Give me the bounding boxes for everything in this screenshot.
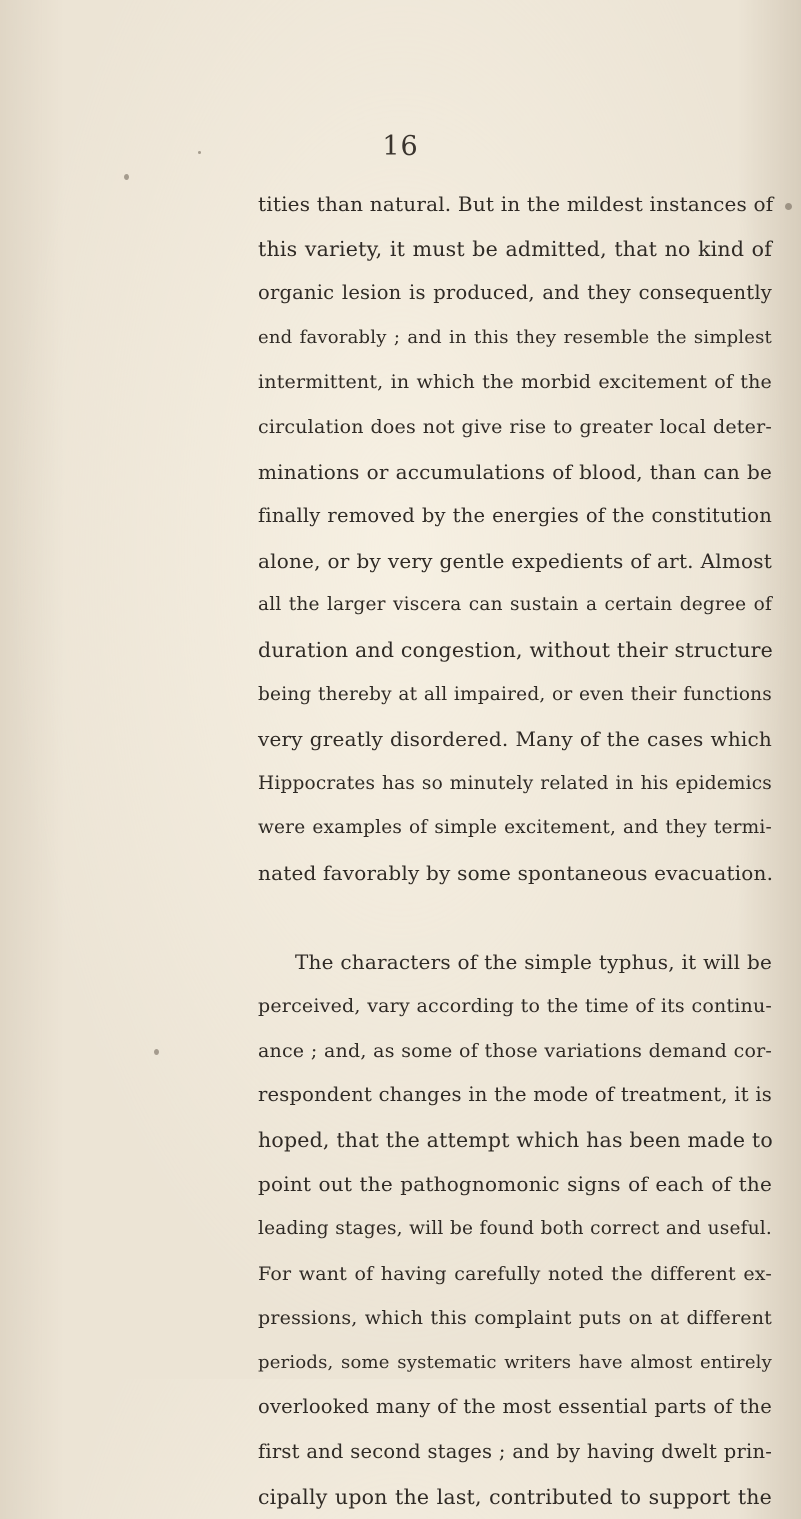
text-line: nated favorably by some spontaneous evacuation. bbox=[258, 851, 772, 896]
text-line: overlooked many of the most essential parts of the bbox=[258, 1385, 772, 1430]
text-line: perceived, vary according to the time of its continu- bbox=[258, 984, 772, 1029]
text-line: tities than natural. But in the mildest instances of bbox=[258, 182, 772, 227]
text-line: hoped, that the attempt which has been made to bbox=[258, 1118, 772, 1163]
text-line: Hippocrates has so minutely related in his epidemics bbox=[258, 762, 772, 807]
paper-speck bbox=[198, 151, 201, 154]
text-line: duration and congestion, without their structure bbox=[258, 628, 772, 673]
text-line: very greatly disordered. Many of the cases which bbox=[258, 717, 772, 762]
text-line: leading stages, will be found both correct and useful. bbox=[258, 1207, 772, 1252]
text-line: periods, some systematic writers have almost entirely bbox=[258, 1341, 772, 1386]
text-line: minations or accumulations of blood, than can be bbox=[258, 450, 772, 495]
text-line: ance ; and, as some of those variations demand cor- bbox=[258, 1029, 772, 1074]
text-line: organic lesion is produced, and they consequently bbox=[258, 271, 772, 316]
text-line: pressions, which this complaint puts on at different bbox=[258, 1296, 772, 1341]
text-line: being thereby at all impaired, or even their functions bbox=[258, 673, 772, 718]
text-line: end favorably ; and in this they resemble the simplest bbox=[258, 316, 772, 361]
text-line: were examples of simple excitement, and they termi- bbox=[258, 806, 772, 851]
text-line: circulation does not give rise to greater local deter- bbox=[258, 405, 772, 450]
paragraph-2 bbox=[258, 940, 772, 1519]
text-line: respondent changes in the mode of treatment, it is bbox=[258, 1073, 772, 1118]
text-line: this variety, it must be admitted, that no kind of bbox=[258, 227, 772, 272]
page-number: 16 bbox=[0, 131, 801, 162]
text-line: first and second stages ; and by having dwelt prin- bbox=[258, 1430, 772, 1475]
text-line: point out the pathognomonic signs of each of the bbox=[258, 1162, 772, 1207]
text-line: intermittent, in which the morbid excitement of the bbox=[258, 360, 772, 405]
text-line: cipally upon the last, contributed to support the bbox=[258, 1475, 772, 1519]
text-line: For want of having carefully noted the different ex- bbox=[258, 1252, 772, 1297]
text-line: The characters of the simple typhus, it will be bbox=[258, 940, 772, 985]
paragraph-1 bbox=[258, 182, 772, 896]
paper-speck bbox=[124, 174, 129, 180]
paper-speck bbox=[154, 1049, 159, 1055]
text-line: alone, or by very gentle expedients of art. Almost bbox=[258, 539, 772, 584]
body-text bbox=[258, 182, 772, 1519]
paragraph-gap bbox=[258, 896, 772, 940]
paper-speck bbox=[785, 203, 792, 210]
text-line: all the larger viscera can sustain a certain degree of bbox=[258, 583, 772, 628]
text-line: finally removed by the energies of the constitution bbox=[258, 494, 772, 539]
